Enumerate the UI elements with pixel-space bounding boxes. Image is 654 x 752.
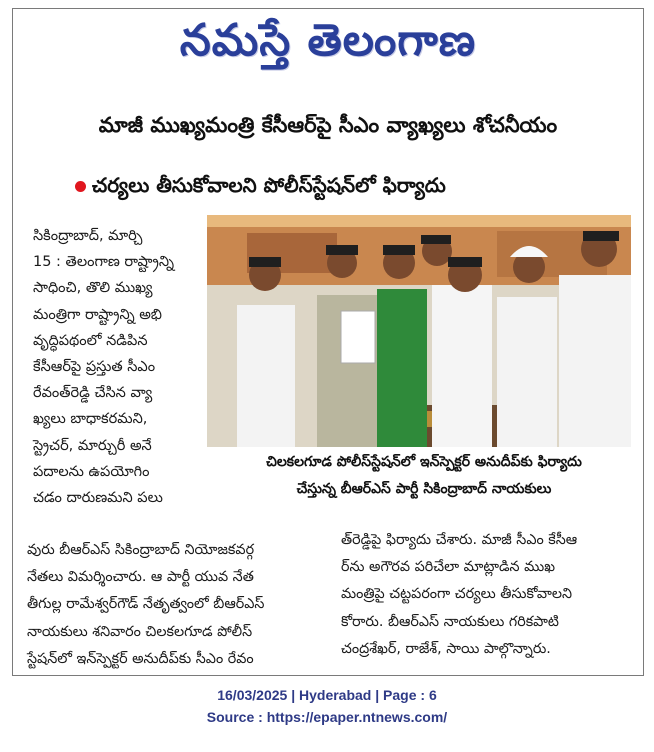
news-photo bbox=[207, 215, 631, 447]
photo-caption bbox=[217, 449, 631, 503]
body-line: త్‌రెడ్డిపై ఫిర్యాదు చేశారు. మాజీ సీఎం కేసీఆ bbox=[341, 532, 578, 548]
body-line: నేతలు విమర్శించారు. ఆ పార్టీ యువ నేత bbox=[27, 569, 254, 586]
masthead-title: నమస్తే తెలంగాణ bbox=[179, 15, 477, 66]
caption-line: చేస్తున్న బీఆర్‌ఎస్ పార్టీ సికింద్రాబాద్ నాయకులు bbox=[296, 481, 552, 497]
news-photo-illustration bbox=[207, 215, 631, 447]
article-continued-left bbox=[27, 537, 323, 673]
body-line: మంత్రిపై చట్టపరంగా చర్యలు తీసుకోవాలని bbox=[341, 586, 573, 603]
body-line: చడం దారుణమని పలు bbox=[33, 490, 163, 507]
article-column-1 bbox=[33, 223, 209, 511]
body-line: స్ట్రెచర్, మార్చురీ అనే bbox=[33, 437, 152, 454]
edition-info: 16/03/2025 | Hyderabad | Page : 6 bbox=[217, 687, 437, 703]
body-line: నాయకులు శనివారం చిలకలగూడ పోలీస్ bbox=[27, 623, 253, 640]
body-line: తీగుల్ల రామేశ్వర్‌గౌడ్ నేతృత్వంలో బీఆర్‌ఎస్ bbox=[27, 596, 265, 613]
caption-line: చిలకలగూడ పోలీస్‌స్టేషన్‌లో ఇన్‌స్పెక్టర్ అనుదీప్‌కు ఫిర్యాదు bbox=[266, 454, 582, 470]
body-line: పదాలను ఉపయోగిం bbox=[33, 463, 150, 480]
body-line: చంద్రశేఖర్, రాజేశ్, సాయి పాల్గొన్నారు. bbox=[341, 640, 551, 657]
body-line: ఖ్యలు బాధాకరమని, bbox=[33, 411, 148, 428]
body-line: కోరారు. బీఆర్‌ఎస్ నాయకులు గరికపాటి bbox=[341, 613, 559, 630]
article-continued-right bbox=[341, 527, 633, 663]
body-line: సాధించి, తొలి ముఖ్య bbox=[33, 280, 153, 297]
body-line: స్టేషన్‌లో ఇన్‌స్పెక్టర్ అనుదీప్‌కు సీఎం రేవం bbox=[27, 650, 254, 667]
body-line: వురు బీఆర్‌ఎస్ సికింద్రాబాద్ నియోజకవర్గ bbox=[27, 542, 255, 558]
masthead bbox=[13, 9, 643, 89]
body-line: వృద్ధిపథంలో నడిపిన bbox=[33, 332, 148, 349]
body-line: మంత్రిగా రాష్ట్రాన్ని అభి bbox=[33, 306, 162, 323]
subheadline bbox=[75, 173, 615, 202]
newspaper-clipping bbox=[12, 8, 644, 676]
body-line: కేసీఆర్‌పై ప్రస్తుత సీఎం bbox=[33, 359, 156, 376]
bullet-icon bbox=[75, 181, 86, 192]
subheadline-text: చర్యలు తీసుకోవాలని పోలీస్‌స్టేషన్‌లో ఫిర్యాదు bbox=[92, 173, 446, 197]
page-footer bbox=[0, 684, 654, 728]
body-line: రేవంత్‌రెడ్డి చేసిన వ్యా bbox=[33, 385, 153, 402]
headline: మాజీ ముఖ్యమంత్రి కేసీఆర్‌పై సీఎం వ్యాఖ్యలు శోచనీయం bbox=[98, 113, 558, 137]
body-line: 15 : తెలంగాణ రాష్ట్రాన్ని bbox=[33, 254, 174, 271]
source-link[interactable]: Source : https://epaper.ntnews.com/ bbox=[206, 709, 448, 725]
body-line: ర్‌ను అగౌరవ పరిచేలా మాట్లాడిన ముఖ bbox=[341, 559, 555, 576]
body-line: సికింద్రాబాద్, మార్చి bbox=[33, 228, 143, 244]
